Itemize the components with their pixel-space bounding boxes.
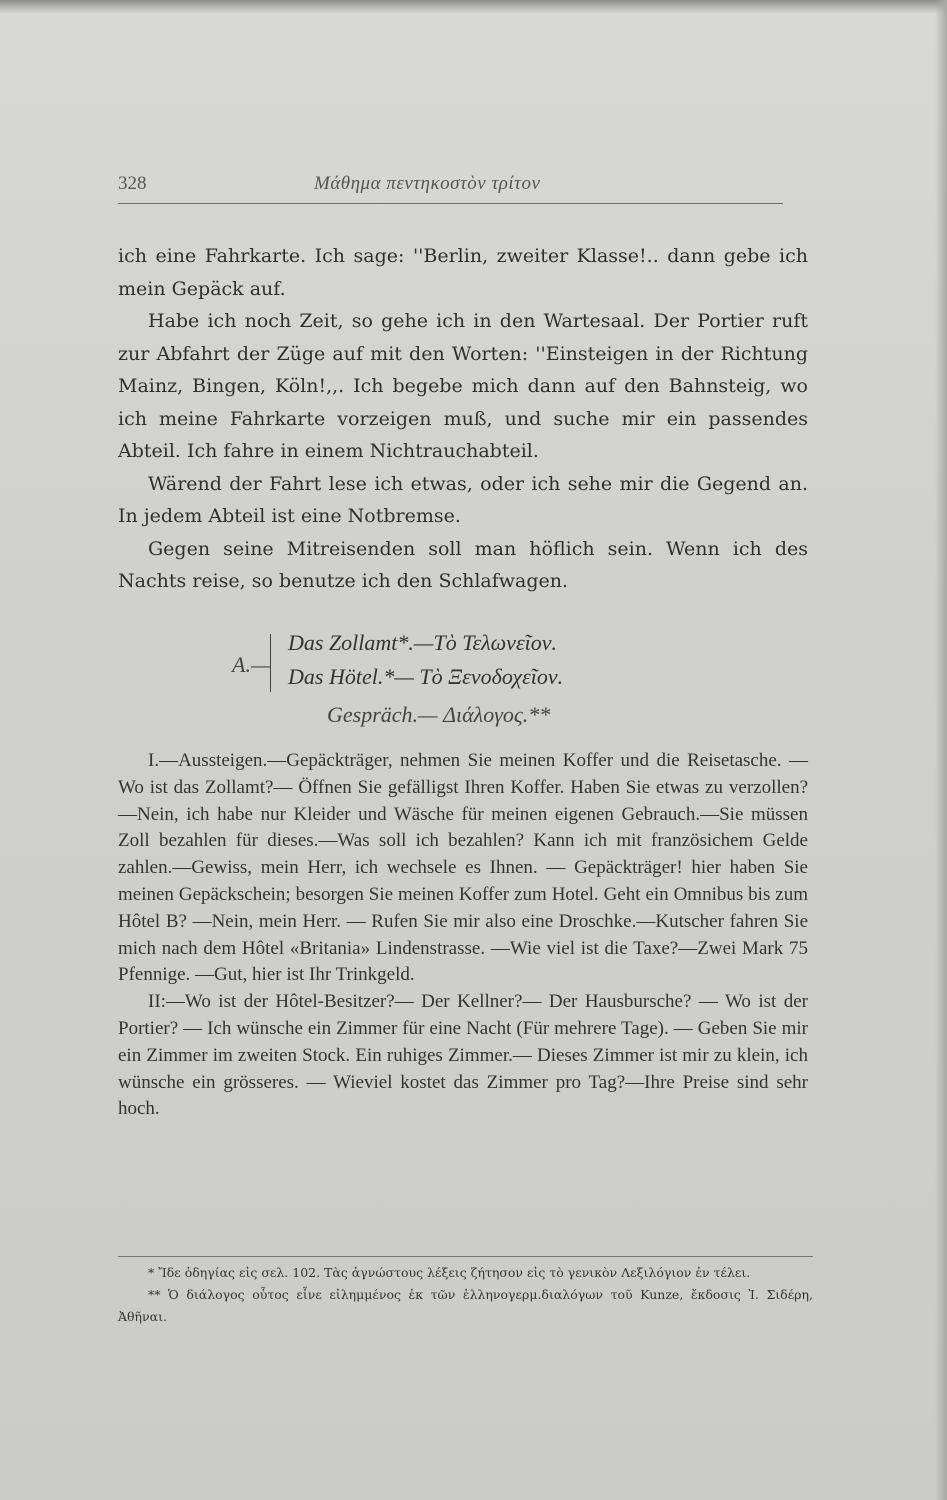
dialogue-paragraph: II:—Wo ist der Hôtel-Besitzer?— Der Kellner?— Der Hausbursche? — Wo ist der Portier? — Ich wünsche ein Zimmer für eine Nacht (Für mehrere Tage). — Geben Sie mir ein Zimmer im zweiten Stock. Ein ruhiges Zimmer.— Dieses Zimmer ist mir zu klein, ich wünsche ein grösseres. — Wieviel kostet das Zimmer pro Tag?—Ihre Preise sind sehr hoch. xyxy=(118,991,808,1120)
footnote: * Ἴδε ὁδηγίας εἰς σελ. 102. Τὰς ἀγνώστους λέξεις ζήτησον εἰς τὸ γενικὸν Λεξιλόγιον ἐν τέλει. xyxy=(148,1265,751,1280)
page-top-edge xyxy=(0,0,947,14)
section-marker: A.— xyxy=(232,652,271,677)
footnote-divider xyxy=(118,1256,813,1257)
running-title: Μάθημα πεντηκοστὸν τρίτον xyxy=(314,173,541,194)
fraktur-paragraph: Wärend der Fahrt lese ich etwas, oder ich sehe mir die Gegend an. In jedem Abteil ist eine Notbremse. xyxy=(118,472,808,527)
footnote: ** Ὁ διάλογος οὗτος εἶνε εἰλημμένος ἐκ τῶν ἑλληνογερμ.διαλόγων τοῦ Kunze, ἔκδοσις Ἰ. Σιδέρη, Ἀθῆναι. xyxy=(118,1287,813,1324)
fraktur-paragraph: Gegen seine Mitreisenden soll man höflich sein. Wenn ich des Nachts reise, so benutze ich den Schlafwagen. xyxy=(118,537,808,592)
page-number: 328 xyxy=(118,173,147,194)
dialogue-text-block xyxy=(118,748,808,1123)
dialogue-paragraph: I.—Aussteigen.—Gepäckträger, nehmen Sie meinen Koffer und die Reisetasche. —Wo ist das Zollamt?— Öffnen Sie gefälligst Ihren Koffer. Haben Sie etwas zu verzollen?—Nein, ich habe nur Kleider und Wäsche für meinen eigenen Gebrauch.—Sie müssen Zoll bezahlen für dieses.—Was soll ich bezahlen? Kann ich mit französichem Gelde zahlen.—Gewiss, mein Herr, ich wechsele es Ihnen. — Gepäckträger! hier haben Sie meinen Gepäckschein; besorgen Sie meinen Koffer zum Hotel. Geht ein Omnibus bis zum Hôtel B? —Nein, mein Herr. — Rufen Sie mir also eine Droschke.—Kutscher fahren Sie mich nach dem Hôtel «Britania» Lindenstrasse. —Wie viel ist die Taxe?—Zwei Mark 75 Pfennige. —Gut, hier ist Ihr Trinkgeld. xyxy=(118,750,808,986)
footnotes xyxy=(118,1262,813,1328)
page-header xyxy=(118,173,783,204)
section-title-zollamt: Das Zollamt*.—Τὸ Τελωνεῖον. xyxy=(288,630,557,655)
section-title-hotel: Das Hötel.*— Τὸ Ξενοδοχεῖον. xyxy=(288,664,564,689)
fraktur-paragraph: ich eine Fahrkarte. Ich sage: ''Berlin, zweiter Klasse!.. dann gebe ich mein Gepäck auf. xyxy=(118,245,808,300)
page-right-edge xyxy=(935,0,947,1500)
dialog-heading: Gespräch.— Διάλογος.** xyxy=(327,702,551,727)
fraktur-paragraph: Habe ich noch Zeit, so gehe ich in den Wartesaal. Der Portier ruft zur Abfahrt der Züge auf mit den Worten: ''Einsteigen in der Richtung Mainz, Bingen, Köln!,,. Ich begebe mich dann auf den Bahnsteig, wo ich meine Fahrkarte vorzeigen muß, und suche mir ein passendes Abteil. Ich fahre in einem Nichtrauchabteil. xyxy=(118,310,808,462)
fraktur-text-block xyxy=(118,240,808,598)
section-brace xyxy=(270,634,279,692)
section-heading xyxy=(232,630,732,710)
